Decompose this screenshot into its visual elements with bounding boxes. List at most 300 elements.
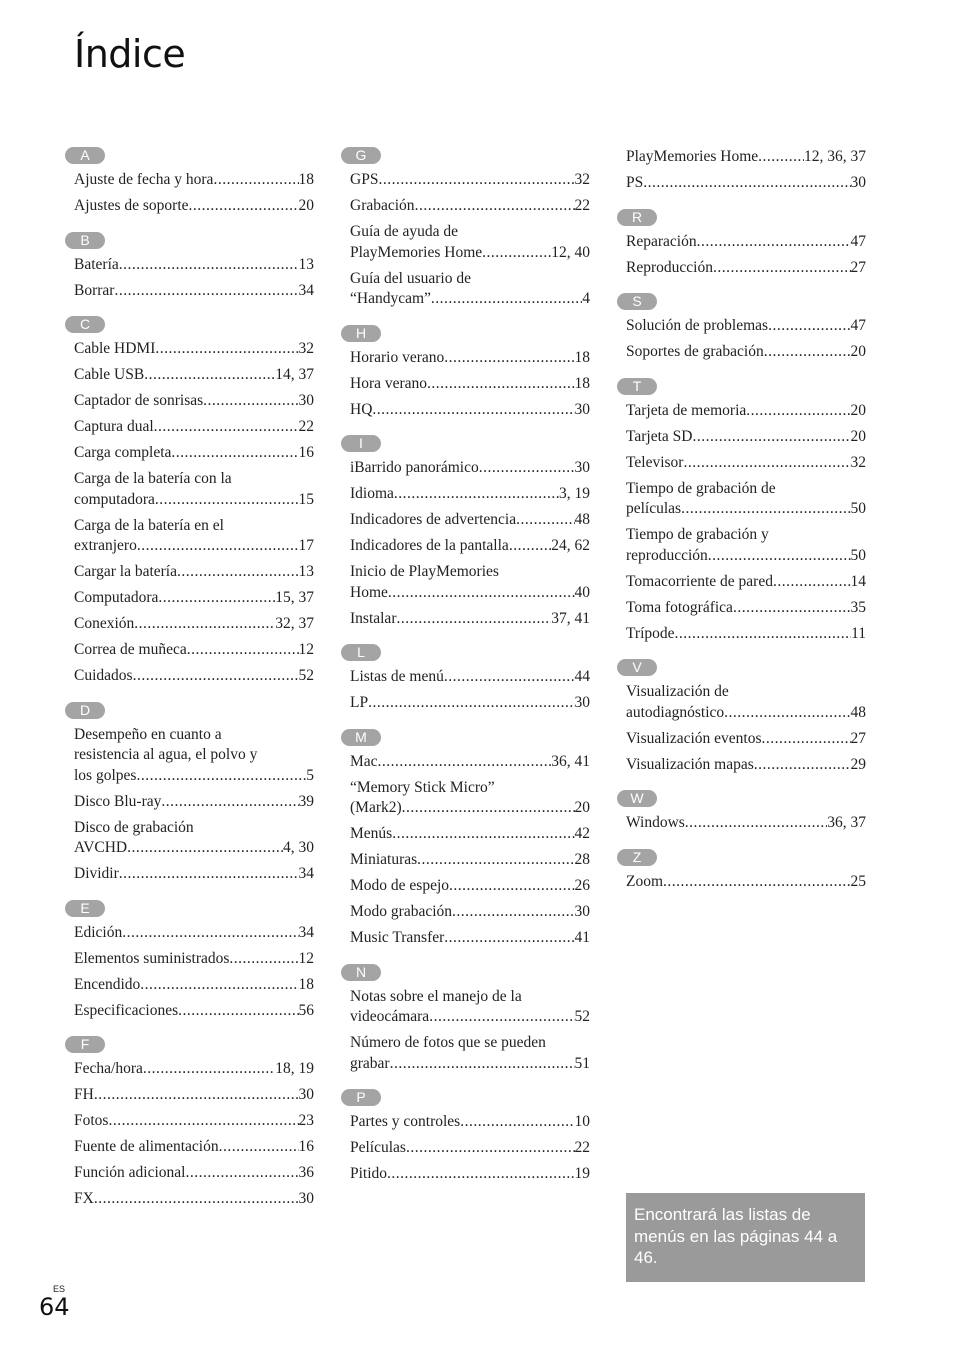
entry-page-ref: 12, 36, 37	[804, 148, 866, 165]
dot-leader	[773, 572, 851, 593]
entry-page-ref: 36, 41	[551, 752, 590, 770]
entry-page-ref: 29	[850, 755, 866, 773]
entry-term: Conexión	[74, 615, 135, 632]
entry-page-ref: 51	[574, 1054, 590, 1072]
entry-page-ref: 39	[298, 792, 314, 810]
index-section	[74, 232, 314, 302]
entry-page-ref: 34	[298, 281, 314, 299]
index-section	[626, 790, 866, 834]
entry-page-ref: 4, 30	[283, 839, 314, 856]
entry-term: (Mark2)	[350, 799, 402, 816]
entry-page-ref: 30	[574, 694, 590, 711]
dot-leader	[758, 147, 804, 168]
entry-page-ref: 23	[298, 1112, 314, 1129]
entry-term: Reparación	[626, 232, 697, 250]
index-entry	[350, 348, 590, 369]
index-section	[74, 147, 314, 217]
entry-page-ref: 52	[574, 1008, 590, 1025]
entry-page-ref: 30	[574, 400, 590, 418]
section-letter-badge: T	[617, 378, 657, 395]
index-entry	[350, 1033, 590, 1074]
entry-term: los golpes	[74, 766, 137, 784]
dot-leader	[122, 923, 298, 944]
index-column-2	[350, 147, 590, 1200]
entry-term: Elementos suministrados	[74, 949, 230, 967]
entry-term: Cable HDMI	[74, 340, 156, 357]
entry-term: computadora	[74, 490, 155, 508]
entry-term: Modo grabación	[350, 903, 453, 920]
index-section	[626, 293, 866, 363]
index-entry	[350, 484, 590, 505]
index-entry	[626, 598, 866, 619]
entry-term: “Handycam”	[350, 290, 431, 307]
dot-leader	[229, 949, 298, 970]
index-entry	[626, 729, 866, 750]
entry-text-line: Disco de grabación	[74, 818, 194, 836]
index-entry	[74, 562, 314, 583]
dot-leader	[140, 975, 298, 996]
dot-leader	[203, 391, 298, 412]
index-entry	[350, 510, 590, 531]
section-letter-badge: E	[65, 900, 105, 917]
dot-leader	[127, 838, 283, 859]
entry-term: FX	[74, 1190, 94, 1207]
entry-page-ref: 18, 19	[275, 1060, 314, 1077]
entry-page-ref: 32	[850, 453, 866, 471]
dot-leader	[368, 693, 574, 714]
dot-leader	[108, 1111, 298, 1132]
dot-leader	[161, 792, 298, 813]
index-entry	[626, 401, 866, 422]
entry-term: videocámara	[350, 1008, 430, 1025]
entry-page-ref: 47	[850, 317, 866, 334]
dot-leader	[396, 609, 551, 630]
entry-text-line: Tiempo de grabación de	[626, 479, 776, 497]
entry-page-ref: 30	[574, 903, 590, 920]
index-section	[74, 702, 314, 885]
dot-leader	[406, 1138, 575, 1159]
index-section	[626, 209, 866, 279]
section-letter-badge: B	[65, 232, 105, 249]
index-entry	[74, 1189, 314, 1210]
dot-leader	[693, 427, 851, 448]
index-entry	[626, 147, 866, 168]
dot-leader	[187, 640, 299, 661]
entry-page-ref: 30	[574, 459, 590, 476]
dot-leader	[158, 588, 275, 609]
index-entry	[626, 316, 866, 337]
dot-leader	[178, 1001, 298, 1022]
section-letter-badge: G	[341, 147, 381, 164]
entry-term: Indicadores de advertencia	[350, 511, 517, 528]
entry-page-ref: 20	[574, 799, 590, 816]
entry-term: Función adicional	[74, 1164, 186, 1181]
index-entry	[350, 824, 590, 845]
dot-leader	[681, 499, 850, 520]
dot-leader	[683, 453, 850, 474]
language-code: ES	[53, 1284, 66, 1294]
dot-leader	[643, 173, 850, 194]
dot-leader	[675, 624, 852, 645]
entry-page-ref: 52	[298, 667, 314, 684]
index-entry	[74, 588, 314, 609]
dot-leader	[394, 484, 559, 505]
entry-text-line: Notas sobre el manejo de la	[350, 987, 522, 1005]
index-entry	[350, 458, 590, 479]
index-entry	[74, 949, 314, 970]
entry-page-ref: 32	[574, 171, 590, 188]
index-entry	[626, 872, 866, 893]
index-entry	[350, 778, 590, 819]
dot-leader	[177, 562, 299, 583]
dot-leader	[186, 1163, 299, 1184]
entry-page-ref: 30	[298, 1190, 314, 1207]
entry-term: Instalar	[350, 609, 397, 627]
index-column-1	[74, 147, 314, 1225]
entry-term: Horario verano	[350, 348, 445, 366]
entry-term: Tomacorriente de pared	[626, 572, 773, 590]
index-entry	[74, 1111, 314, 1132]
entry-page-ref: 22	[574, 1139, 590, 1156]
dot-leader	[460, 1112, 574, 1133]
dot-leader	[155, 339, 298, 360]
entry-term: Idioma	[350, 485, 394, 502]
dot-leader	[429, 1007, 574, 1028]
entry-term: Visualización mapas	[626, 755, 754, 773]
index-entry	[74, 281, 314, 302]
entry-page-ref: 15	[298, 490, 314, 508]
entry-page-ref: 34	[298, 865, 314, 882]
entry-page-ref: 5	[306, 766, 314, 784]
entry-page-ref: 48	[850, 703, 866, 721]
entry-term: HQ	[350, 400, 373, 418]
entry-page-ref: 48	[574, 511, 590, 528]
entry-term: Películas	[350, 1139, 406, 1156]
index-entry	[74, 666, 314, 687]
dot-leader	[713, 258, 851, 279]
index-entry	[74, 725, 314, 787]
index-entry	[350, 1164, 590, 1185]
index-entry	[626, 453, 866, 474]
entry-term: Cuidados	[74, 667, 133, 684]
dot-leader	[171, 443, 298, 464]
index-entry	[74, 196, 314, 217]
entry-term: Dividir	[74, 865, 119, 882]
dot-leader	[509, 536, 551, 557]
index-entry	[350, 667, 590, 688]
index-entry	[350, 850, 590, 871]
entry-term: Tarjeta de memoria	[626, 401, 747, 419]
dot-leader	[213, 170, 298, 191]
section-letter-badge: S	[617, 293, 657, 310]
entry-term: Mac	[350, 752, 378, 770]
entry-page-ref: 19	[574, 1165, 590, 1182]
index-entry	[74, 1001, 314, 1022]
index-entry	[74, 923, 314, 944]
dot-leader	[378, 752, 552, 773]
dot-leader	[516, 510, 574, 531]
entry-page-ref: 20	[850, 401, 866, 419]
entry-page-ref: 37, 41	[551, 609, 590, 627]
entry-term: Zoom	[626, 872, 664, 890]
index-entry	[74, 365, 314, 386]
entry-term: Encendido	[74, 975, 141, 993]
dot-leader	[154, 417, 299, 438]
entry-term: Reproducción	[626, 258, 713, 276]
entry-text-line: Desempeño en cuanto a	[74, 725, 222, 743]
index-section	[350, 147, 590, 310]
index-entry	[350, 170, 590, 191]
dot-leader	[733, 598, 851, 619]
index-entry	[350, 222, 590, 263]
index-entry	[74, 255, 314, 276]
index-entry	[74, 640, 314, 661]
dot-leader	[392, 824, 574, 845]
index-entry	[350, 196, 590, 217]
entry-term: Hora verano	[350, 374, 428, 392]
dot-leader	[444, 928, 574, 949]
entry-term: FH	[74, 1086, 94, 1103]
entry-page-ref: 20	[850, 343, 866, 360]
dot-leader	[452, 902, 574, 923]
index-section	[626, 659, 866, 775]
index-entry	[74, 339, 314, 360]
dot-leader	[94, 1189, 299, 1210]
dot-leader	[762, 729, 851, 750]
entry-page-ref: 22	[298, 418, 314, 435]
entry-term: Tarjeta SD	[626, 427, 693, 445]
entry-page-ref: 18	[298, 171, 314, 188]
section-letter-badge: P	[341, 1089, 381, 1106]
index-entry	[350, 987, 590, 1028]
dot-leader	[137, 536, 299, 557]
index-entry	[626, 682, 866, 723]
entry-page-ref: 13	[298, 563, 314, 580]
entry-term: Captador de sonrisas	[74, 392, 204, 409]
index-entry	[626, 427, 866, 448]
entry-text-line: Visualización de	[626, 683, 729, 700]
entry-text-line: Guía de ayuda de	[350, 223, 459, 240]
index-entry	[350, 609, 590, 630]
dot-leader	[685, 813, 827, 834]
index-entry	[350, 269, 590, 310]
entry-term: PS	[626, 174, 644, 191]
index-entry	[626, 624, 866, 645]
index-section	[626, 147, 866, 194]
entry-term: autodiagnóstico	[626, 703, 725, 721]
entry-page-ref: 11	[851, 624, 866, 642]
section-letter-badge: Z	[617, 849, 657, 866]
index-entry	[350, 562, 590, 603]
entry-term: Pitido	[350, 1165, 388, 1182]
entry-page-ref: 12, 40	[551, 243, 590, 261]
entry-term: Fecha/hora	[74, 1060, 143, 1077]
entry-page-ref: 27	[850, 729, 866, 747]
entry-page-ref: 18	[574, 374, 590, 392]
entry-term: reproducción	[626, 546, 708, 564]
entry-page-ref: 16	[298, 1138, 314, 1155]
entry-page-ref: 24, 62	[551, 537, 590, 554]
section-letter-badge: A	[65, 147, 105, 164]
entry-term: Ajuste de fecha y hora	[74, 171, 214, 188]
section-letter-badge: F	[65, 1036, 105, 1053]
entry-page-ref: 20	[298, 197, 314, 214]
entry-text-line: Inicio de PlayMemories	[350, 563, 499, 580]
entry-term: Miniaturas	[350, 851, 418, 868]
index-entry	[350, 876, 590, 897]
dot-leader	[746, 401, 850, 422]
dot-leader	[114, 281, 298, 302]
entry-term: Solución de problemas	[626, 317, 769, 334]
entry-term: Fuente de alimentación	[74, 1138, 219, 1155]
dot-leader	[697, 232, 851, 253]
index-entry	[74, 818, 314, 859]
entry-text-line: Tiempo de grabación y	[626, 526, 769, 543]
index-entry	[350, 536, 590, 557]
entry-page-ref: 18	[298, 975, 314, 993]
page-title: Índice	[74, 32, 186, 76]
index-section	[74, 1036, 314, 1210]
entry-text-line: Carga de la batería en el	[74, 516, 224, 534]
entry-page-ref: 50	[850, 500, 866, 517]
dot-leader	[482, 243, 551, 264]
entry-term: Especificaciones	[74, 1001, 179, 1019]
dot-leader	[444, 667, 575, 688]
entry-term: Menús	[350, 825, 393, 842]
entry-page-ref: 34	[298, 923, 314, 941]
entry-term: Ajustes de soporte	[74, 197, 189, 214]
dot-leader	[372, 400, 574, 421]
entry-page-ref: 17	[298, 537, 314, 554]
entry-term: extranjero	[74, 537, 137, 554]
entry-page-ref: 13	[298, 255, 314, 273]
dot-leader	[143, 1059, 275, 1080]
section-letter-badge: W	[617, 790, 657, 807]
dot-leader	[119, 255, 299, 276]
entry-term: iBarrido panorámico	[350, 459, 479, 476]
entry-term: Toma fotográfica	[626, 598, 733, 616]
entry-page-ref: 27	[850, 258, 866, 276]
dot-leader	[479, 458, 575, 479]
entry-page-ref: 3, 19	[559, 485, 590, 502]
dot-leader	[219, 1137, 299, 1158]
entry-term: AVCHD	[74, 839, 128, 856]
dot-leader	[136, 766, 306, 787]
dot-leader	[402, 798, 575, 819]
entry-term: Batería	[74, 255, 119, 273]
dot-leader	[189, 196, 299, 217]
index-entry	[350, 1112, 590, 1133]
entry-term: Cable USB	[74, 366, 145, 383]
entry-term: PlayMemories Home	[626, 148, 759, 165]
index-entry	[626, 342, 866, 363]
entry-page-ref: 4	[582, 290, 590, 307]
index-entry	[74, 792, 314, 813]
index-entry	[350, 400, 590, 421]
index-entry	[626, 258, 866, 279]
entry-page-ref: 32, 37	[275, 615, 314, 632]
index-entry	[74, 417, 314, 438]
entry-term: Trípode	[626, 624, 675, 642]
dot-leader	[94, 1085, 299, 1106]
entry-page-ref: 32	[298, 340, 314, 357]
entry-page-ref: 30	[850, 174, 866, 191]
dot-leader	[415, 196, 575, 217]
entry-page-ref: 12	[298, 641, 314, 658]
page-number: 64	[39, 1293, 70, 1321]
entry-page-ref: 44	[574, 668, 590, 685]
dot-leader	[663, 872, 850, 893]
index-section	[350, 435, 590, 629]
index-column-3	[626, 147, 866, 907]
entry-term: grabar	[350, 1054, 390, 1072]
entry-term: Correa de muñeca	[74, 641, 187, 658]
index-entry	[74, 469, 314, 510]
entry-term: Indicadores de la pantalla	[350, 537, 509, 554]
entry-term: Partes y controles	[350, 1113, 461, 1130]
dot-leader	[388, 583, 575, 604]
entry-term: Visualización eventos	[626, 729, 762, 747]
index-entry	[350, 928, 590, 949]
entry-page-ref: 26	[574, 877, 590, 894]
section-letter-badge: M	[341, 729, 381, 746]
index-section	[350, 964, 590, 1075]
entry-page-ref: 20	[850, 427, 866, 445]
dot-leader	[119, 864, 299, 885]
index-entry	[350, 752, 590, 773]
entry-page-ref: 35	[850, 598, 866, 616]
entry-page-ref: 16	[298, 444, 314, 461]
entry-term: Listas de menú	[350, 668, 444, 685]
dot-leader	[754, 755, 851, 776]
index-section	[350, 1089, 590, 1185]
entry-term: Borrar	[74, 281, 115, 299]
index-section	[74, 900, 314, 1022]
dot-leader	[427, 374, 574, 395]
section-letter-badge: C	[65, 316, 105, 333]
index-section	[626, 849, 866, 893]
dot-leader	[764, 342, 851, 363]
index-entry	[74, 1085, 314, 1106]
entry-term: Windows	[626, 814, 685, 831]
dot-leader	[724, 703, 850, 724]
entry-term: Grabación	[350, 197, 415, 214]
entry-term: Cargar la batería	[74, 563, 177, 580]
entry-term: Music Transfer	[350, 929, 445, 946]
entry-page-ref: 15, 37	[275, 589, 314, 606]
index-entry	[626, 525, 866, 566]
index-entry	[74, 864, 314, 885]
entry-page-ref: 36	[298, 1164, 314, 1181]
section-letter-badge: I	[341, 435, 381, 452]
index-entry	[626, 572, 866, 593]
index-entry	[626, 755, 866, 776]
index-entry	[74, 1163, 314, 1184]
entry-text-line: resistencia al agua, el polvo y	[74, 746, 258, 763]
entry-page-ref: 36, 37	[827, 814, 866, 831]
entry-term: Fotos	[74, 1112, 109, 1129]
entry-page-ref: 10	[574, 1113, 590, 1130]
dot-leader	[449, 876, 574, 897]
entry-term: GPS	[350, 171, 379, 188]
index-entry	[350, 693, 590, 714]
index-entry	[74, 614, 314, 635]
entry-term: Computadora	[74, 589, 159, 606]
entry-term: Modo de espejo	[350, 877, 450, 894]
index-section	[350, 325, 590, 421]
dot-leader	[144, 365, 275, 386]
index-entry	[626, 173, 866, 194]
